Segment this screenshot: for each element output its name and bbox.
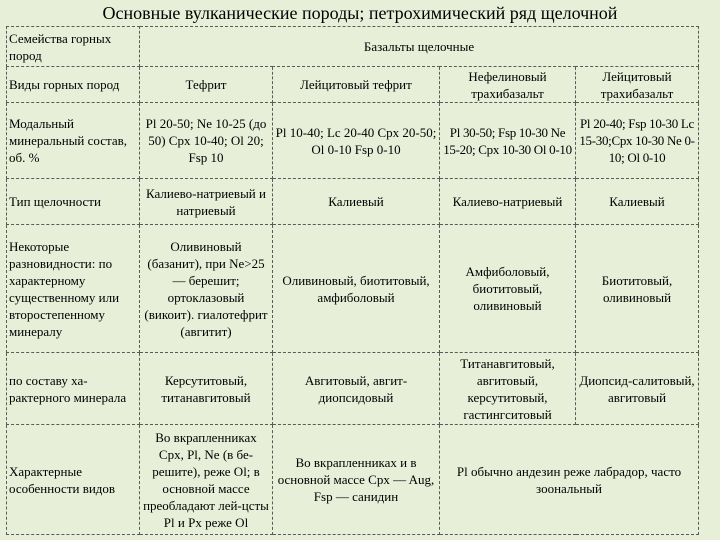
type-leucite-trachybasalt: Лейцитовый трахибазальт [576, 67, 699, 103]
alkalinity-tephrite: Калиево-натриевый и натриевый [140, 179, 273, 225]
composition-nepheline-trachybasalt: Титанавгитовый, авгитовый, керсутитовый, гастингситовый [440, 353, 576, 425]
modal-tephrite: Pl 20-50; Ne 10-25 (до 50) Cpx 10-40; Ol 20; Fsp 10 [140, 103, 273, 179]
page-title: Основные вулканические породы; петрохимический ряд щелочной [102, 3, 618, 23]
alkalinity-nepheline-trachybasalt: Калиево-натриевый [440, 179, 576, 225]
features-leucite-tephrite: Во вкрапленниках и в основной массе Cpx — Aug, Fsp — санидин [273, 425, 440, 535]
type-leucite-tephrite: Лейцитовый тефрит [273, 67, 440, 103]
modal-leucite-trachybasalt: Pl 20-40; Fsp 10-30 Lc 15-30;Cpx 10-30 Ne 0-10; Ol 0-10 [576, 103, 699, 179]
row-modal [7, 103, 699, 179]
varieties-leucite-trachybasalt: Биотитовый, оливиновый [576, 225, 699, 353]
types-label: Виды горных пород [7, 67, 140, 103]
modal-label: Модальный минеральный состав, об. % [7, 103, 140, 179]
composition-tephrite: Керсутитовый, титанавгитовый [140, 353, 273, 425]
family-alkaline-basalts: Базальты щелочные [140, 27, 699, 67]
row-features [7, 425, 699, 535]
features-tephrite: Во вкрапленниках Cpx, Pl, Ne (в бе-решите), реже Ol; в основной массе преобладают лей-цсты Pl и Px реже Ol [140, 425, 273, 535]
alkalinity-label: Тип щелочности [7, 179, 140, 225]
varieties-leucite-tephrite: Оливиновый, биотитовый, амфиболовый [273, 225, 440, 353]
features-label: Характерные особенности видов [7, 425, 140, 535]
row-types [7, 67, 699, 103]
row-families [7, 27, 699, 67]
families-label: Семейства горных пород [7, 27, 140, 67]
varieties-tephrite: Оливиновый (базанит), при Ne>25 — берешит; ортоклазовый (викоит). гиалотефрит (авгитит) [140, 225, 273, 353]
modal-nepheline-trachybasalt: Pl 30-50; Fsp 10-30 Ne 15-20; Cpx 10-30 Ol 0-10 [440, 103, 576, 179]
composition-leucite-tephrite: Авгитовый, авгит-диопсидовый [273, 353, 440, 425]
features-trachybasalts: Pl обычно андезин реже лабрадор, часто зоональный [440, 425, 699, 535]
composition-label: по составу ха-рактерного минерала [7, 353, 140, 425]
row-alkalinity [7, 179, 699, 225]
alkalinity-leucite-tephrite: Калиевый [273, 179, 440, 225]
row-varieties [7, 225, 699, 353]
rocks-table [6, 26, 699, 535]
modal-leucite-tephrite: Pl 10-40; Lc 20-40 Cpx 20-50; Ol 0-10 Fsp 0-10 [273, 103, 440, 179]
type-tephrite: Тефрит [140, 67, 273, 103]
alkalinity-leucite-trachybasalt: Калиевый [576, 179, 699, 225]
varieties-label: Некоторые разновидности: по характерному существенному или второстепенному минералу [7, 225, 140, 353]
type-nepheline-trachybasalt: Нефелиновый трахибазальт [440, 67, 576, 103]
row-composition [7, 353, 699, 425]
varieties-nepheline-trachybasalt: Амфиболовый, биотитовый, оливиновый [440, 225, 576, 353]
composition-leucite-trachybasalt: Диопсид-салитовый, авгитовый [576, 353, 699, 425]
